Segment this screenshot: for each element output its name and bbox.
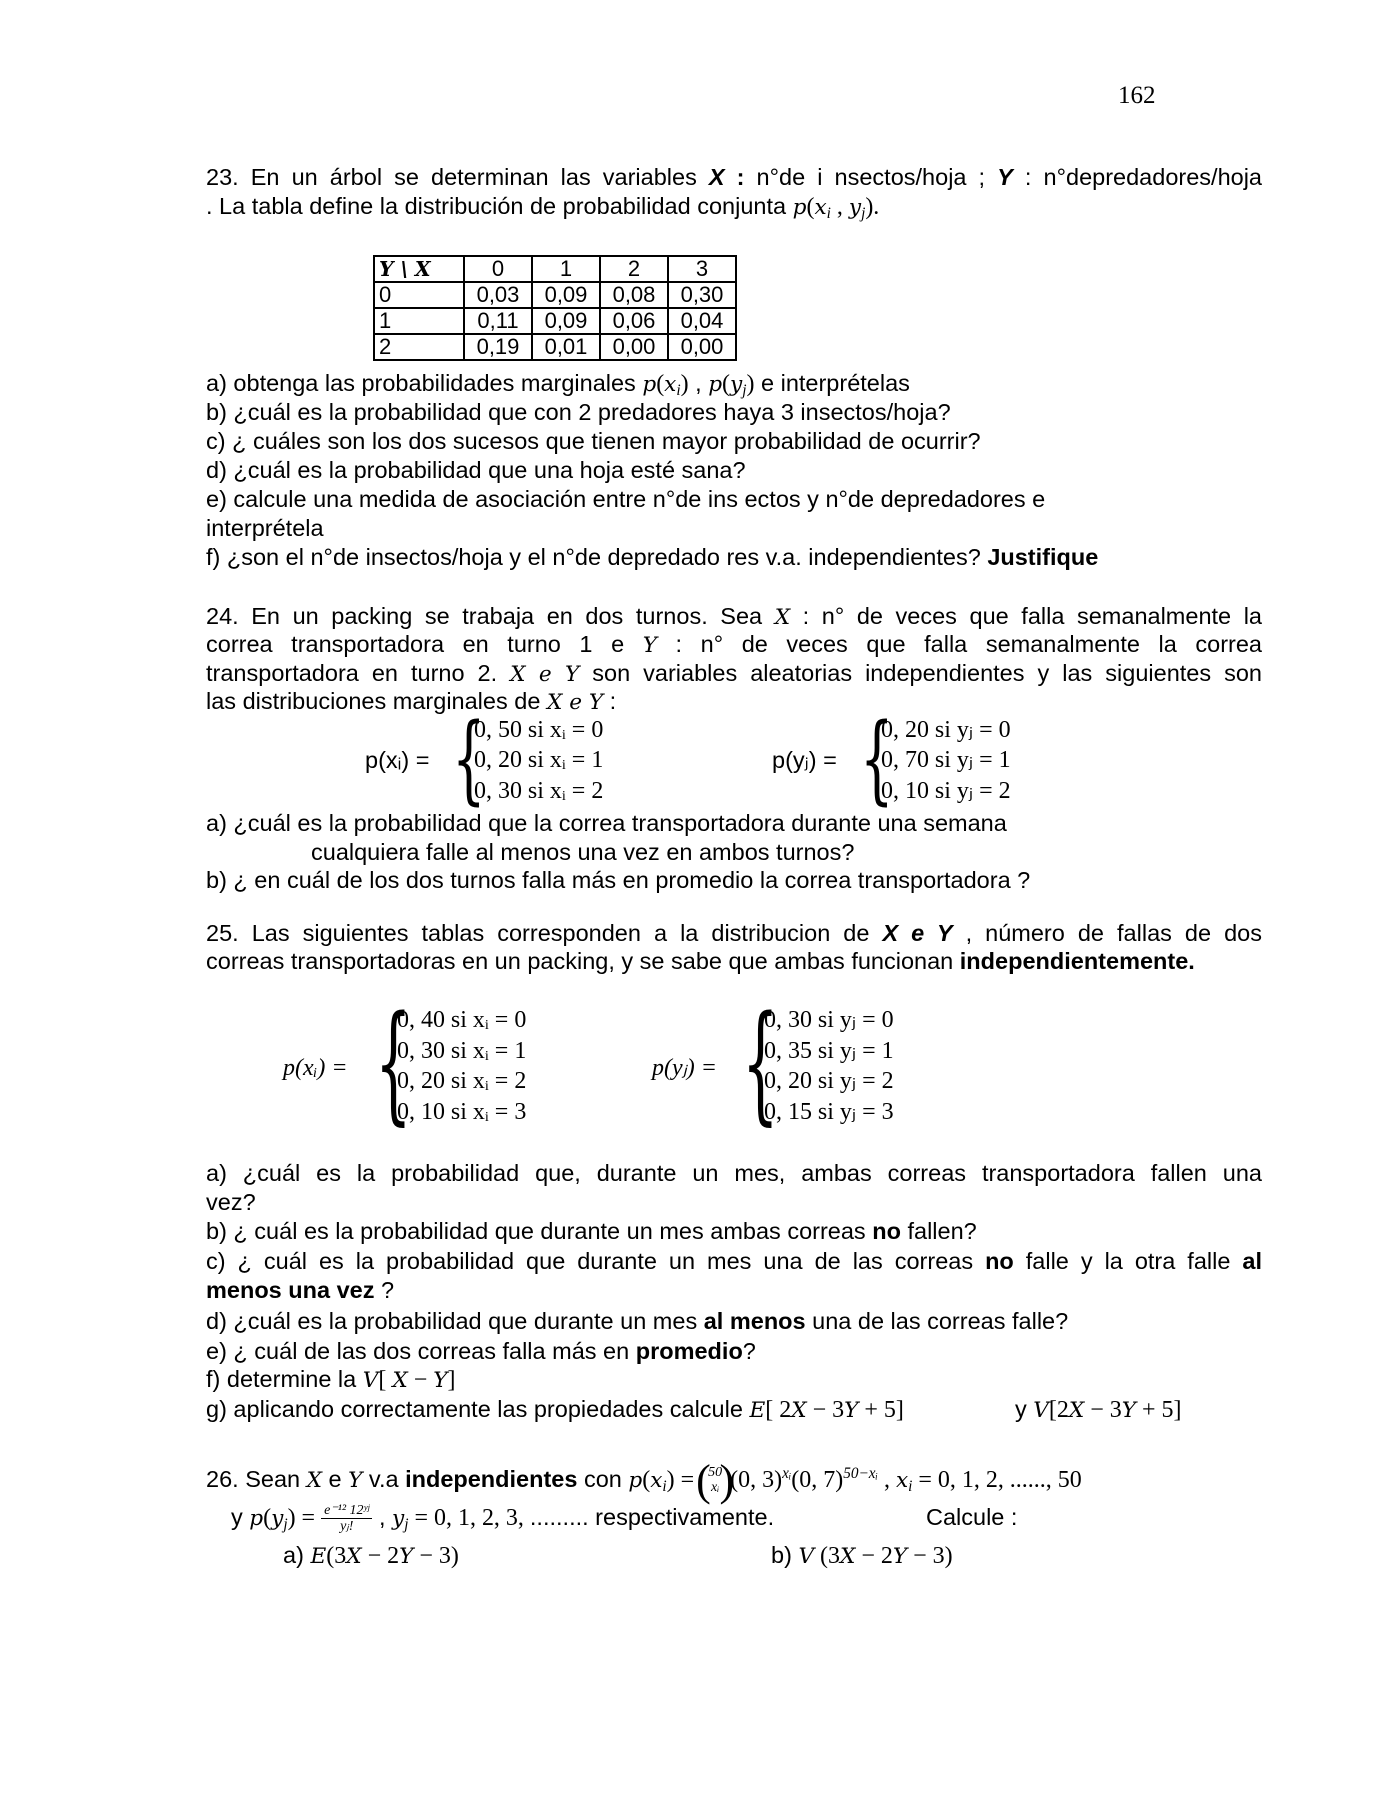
case-row: 0, 40 si xᵢ = 0 [397,1007,527,1033]
math-run: Y [844,1398,859,1423]
q23-item-c [206,427,981,455]
q25-item-a [206,1159,1262,1187]
text-run: , [688,370,709,396]
text-run: menos una vez [206,1277,375,1303]
math-run: [2 [1048,1397,1069,1423]
text-run: correas transportadoras en un packing, y se sabe que ambas funcionan [206,948,960,974]
q26-pmf-y [372,1504,775,1533]
math-run: Y [348,1468,363,1494]
text-run: X e Y [882,920,953,946]
math-run: X [774,605,791,630]
math-run: X [346,1544,362,1569]
q24-line [206,687,616,715]
case-row: 0, 20 si xᵢ = 2 [397,1068,527,1094]
text-run: una de las correas falle? [805,1308,1069,1334]
text-run: b) ¿ cuál es la probabilidad que durante un mes ambas correas [206,1218,873,1244]
text-run: con [577,1466,629,1493]
q25-item-b [206,1217,977,1245]
text-run: : n° de veces que falla semanalmente la correa [656,631,1262,657]
q23-item-e-cont [206,514,324,542]
math-run: y [392,1506,405,1531]
q24-line [206,630,1262,658]
math-run: x [664,372,677,397]
text-run: : n°depredadores/hoja [1012,164,1262,190]
q26-intro [206,1466,701,1495]
text-run: 23. En un árbol se determinan las variables [206,164,709,190]
math-run: = 0, 1, 2, ......, 50 [912,1467,1082,1494]
math-run: V [798,1544,815,1569]
q24-item-b [206,866,1030,894]
table-header-row [374,256,736,282]
q26-py-label [231,1504,322,1533]
math-run: x [895,1468,909,1494]
q25-item-c-cont [206,1276,394,1304]
math-run: x [650,1468,663,1494]
math-run: j [742,381,747,399]
text-run: transportadora en turno 2. [206,660,511,686]
case-row: 0, 70 si yⱼ = 1 [881,747,1011,773]
math-run: , [830,194,849,220]
q25-item-c [206,1247,1262,1275]
math-run: ) [680,371,689,397]
text-run: . La tabla define la distribución de probabilidad conjunta [206,193,793,219]
q26-line-1 [206,1455,1082,1505]
text-run: f) determine la [206,1366,363,1392]
math-run: = 0, 1, 2, 3, [408,1505,530,1531]
math-run: ( [806,194,815,220]
math-run: Y [892,1544,908,1569]
math-run: y [848,195,862,220]
px-label: p(xᵢ) = [283,1055,348,1081]
case-row: 0, 35 si yⱼ = 1 [764,1038,894,1064]
math-run: (3 [326,1543,347,1569]
text-run: al menos [703,1308,806,1334]
math-run: ) [746,371,755,397]
text-run: a) ¿cuál es la probabilidad que la correa transportadora durante una semana [206,810,1007,836]
right-paren: ) [719,1455,735,1505]
text-run: a) obtenga las probabilidades marginales [206,370,643,396]
q25-item-d [206,1307,1068,1335]
table-cell: 0,00 [600,334,668,360]
fraction-numerator: e⁻¹² 12ʸʲ [321,1503,372,1519]
text-run: g) aplicando correctamente las propiedades calcule [206,1396,750,1422]
math-run: ( [722,371,731,397]
math-run: Y [399,1544,414,1569]
math-run: X [306,1468,322,1494]
text-run: 24. En un packing se trabaja en dos turnos. Sea [206,603,775,629]
math-run: (0, 3) [730,1467,783,1494]
math-run: j [283,1515,288,1533]
table-header-cell: 1 [532,256,600,282]
text-run: ? [374,1277,395,1303]
q26-item-a [283,1541,459,1569]
table-cell: 0,30 [668,282,736,308]
q23-item-d [206,456,746,484]
text-run: c) ¿ cuál es la probabilidad que durante un mes una de las correas [206,1248,986,1274]
py-label: p(yⱼ) = [652,1055,717,1081]
math-run: X e Y [510,662,580,687]
case-row: 0, 15 si yⱼ = 3 [764,1099,894,1125]
table-cell: 0,19 [464,334,532,360]
text-run: c) ¿ cuáles son los dos sucesos que tienen mayor probabilidad de ocurrir? [206,428,981,454]
text-run: las distribuciones marginales de [206,688,547,714]
math-run: Y [642,633,657,658]
text-run: , [372,1504,393,1530]
q26-calcule: Calcule : [926,1504,1018,1530]
px-label: p(xᵢ) = [365,747,430,773]
math-run: X [791,1398,807,1423]
case-row: 0, 20 si yⱼ = 0 [881,717,1011,743]
text-run: cualquiera falle al menos una vez en ambos turnos? [311,839,855,865]
q25-item-g [206,1395,904,1423]
case-row: 0, 20 si yⱼ = 2 [764,1068,894,1094]
left-brace-icon: { [742,989,779,1138]
math-run: , [877,1467,896,1494]
math-run: ) = [287,1505,322,1531]
math-run: j [861,204,866,222]
math-run: − 3) [413,1543,459,1569]
left-paren: ( [696,1455,711,1505]
text-run: falle y la otra falle [1013,1248,1243,1274]
text-run: d) ¿cuál es la probabilidad que durante un mes [206,1308,704,1334]
text-run: y [231,1504,250,1530]
text-run: b) ¿ en cuál de los dos turnos falla más en promedio la correa transportadora ? [206,867,1031,893]
q23-item-f [206,543,1098,571]
math-run: X [1068,1398,1085,1423]
math-run: − 3 [806,1397,845,1423]
text-run: X [708,164,725,190]
math-run: V [362,1368,379,1393]
text-run: , número de fallas de dos [952,920,1262,946]
left-brace-icon: { [375,989,412,1138]
text-run: 25. Las siguientes tablas corresponden a la distribucion de [206,920,883,946]
table-cell: 0,03 [464,282,532,308]
case-row: 0, 50 si xᵢ = 0 [474,717,604,743]
text-run: interprétela [206,515,324,541]
left-brace-icon: { [452,703,486,815]
q23-line [206,163,1262,191]
math-run: (3 [814,1543,841,1569]
q25-item-f [206,1365,455,1393]
math-run: Y [433,1368,448,1393]
q26-item-b [771,1541,953,1569]
q25-line [206,919,1262,947]
math-run: i [676,381,681,399]
py-label: p(yⱼ) = [772,747,837,773]
text-run: y [1015,1396,1034,1422]
math-run: i [908,1477,913,1495]
q24-line [206,659,1262,687]
table-cell: 0,00 [668,334,736,360]
math-run: (0, 7) [791,1467,844,1494]
math-run: ). [865,194,880,220]
math-run: − 3 [1084,1397,1122,1423]
table-cell: 2 [374,334,464,360]
math-run: Y [1121,1398,1137,1423]
text-run: n°de i nsectos/hoja ; [744,164,998,190]
math-run: [ [378,1367,393,1393]
text-run: e interprételas [754,370,910,396]
table-cell: 1 [374,308,464,334]
math-run: ( [656,371,665,397]
math-run: X [840,1544,856,1569]
table-header-cell: 3 [668,256,736,282]
text-run: e) calcule una medida de asociación entre n°de ins ectos y n°de depredadores e [206,486,1046,512]
math-run: − 3) [907,1543,953,1569]
table-cell: 0,11 [464,308,532,334]
q25-item-e [206,1337,756,1365]
q24-line [206,602,1262,630]
math-run: E [310,1544,327,1569]
math-run: E [749,1398,766,1423]
text-run: independientemente. [959,948,1195,974]
text-run: Y [997,164,1013,190]
table-header-cell: Y \ X [374,256,464,282]
text-run: e) ¿ cuál de las dos correas falla más en [206,1338,636,1364]
table-cell: 0,06 [600,308,668,334]
text-run: : [603,688,617,714]
page-number: 162 [1118,82,1156,109]
math-run: ( [263,1505,272,1531]
q23-item-a [206,369,910,397]
binom-top: 50 [708,1464,723,1480]
q23-item-b [206,398,951,426]
math-run: y [271,1506,284,1531]
text-run: al [1242,1248,1263,1274]
q24-item-a-cont [311,838,854,866]
case-row: 0, 30 si yⱼ = 0 [764,1007,894,1033]
math-run: p [249,1506,264,1531]
q25-line [206,947,1195,975]
math-run: − 2 [855,1543,893,1569]
math-run: X [392,1368,408,1393]
q23-line [206,192,879,220]
q26-line-2 [231,1503,775,1535]
table-header-cell: 0 [464,256,532,282]
text-run: no [985,1248,1014,1274]
q25-item-g-variance [1015,1395,1181,1423]
math-run: ] [447,1367,456,1393]
q26-pmf-x [730,1465,1082,1495]
math-run: − [407,1367,434,1393]
table-cell: 0,09 [532,308,600,334]
text-run: : n° de veces que falla semanalmente la [790,603,1262,629]
table-header-cell: 2 [600,256,668,282]
text-run: no [872,1218,901,1244]
math-run: [ 2 [765,1397,792,1423]
math-run: y [730,372,743,397]
table-cell: 0,01 [532,334,600,360]
text-run: correa transportadora en turno 1 e [206,631,643,657]
math-run: p [708,372,723,397]
table-cell: 0 [374,282,464,308]
text-run: fallen? [900,1218,977,1244]
q23-item-e [206,485,1045,513]
q25-item-a-cont [206,1188,256,1216]
table-row [374,334,736,360]
text-run: b) ¿cuál es la probabilidad que con 2 predadores haya 3 insectos/hoja? [206,399,951,425]
case-row: 0, 30 si xᵢ = 1 [397,1038,527,1064]
text-run: d) ¿cuál es la probabilidad que una hoja esté sana? [206,457,746,483]
math-run: + 5] [858,1397,904,1423]
joint-probability-table [373,255,737,361]
math-run: − 2 [361,1543,400,1569]
text-run: Justifique [987,544,1099,570]
math-run: X e Y [546,690,604,715]
table-row [374,282,736,308]
math-run: ) = [666,1467,701,1494]
text-run: promedio [635,1338,743,1364]
math-run: 50−xᵢ [843,1465,878,1482]
text-run: e [322,1466,349,1493]
table-cell: 0,08 [600,282,668,308]
math-run: xᵢ [782,1465,792,1482]
math-run: i [662,1477,667,1495]
text-run: independientes [405,1466,578,1493]
case-row: 0, 30 si xᵢ = 2 [474,778,604,804]
text-run: a) ¿cuál es la probabilidad que, durante un mes, ambas correas transportadora fallen una [206,1160,1262,1186]
text-run: a) [283,1542,311,1568]
math-run: + 5] [1136,1397,1182,1423]
math-run: i [826,204,831,222]
text-run: vez? [206,1189,256,1215]
text-run: : [724,164,745,190]
math-run: p [628,1468,643,1494]
math-run: ( [642,1467,651,1494]
text-run: b) [771,1542,799,1568]
math-run: x [814,195,827,220]
math-run: p [642,372,657,397]
table-cell: 0,09 [532,282,600,308]
case-row: 0, 10 si xᵢ = 3 [397,1099,527,1125]
text-run: 26. Sean [206,1466,307,1493]
q24-item-a [206,809,1007,837]
case-row: 0, 10 si yⱼ = 2 [881,778,1011,804]
fraction-denominator: yⱼ! [340,1519,354,1535]
case-row: 0, 20 si xᵢ = 1 [474,747,604,773]
binom-bottom: xᵢ [710,1479,720,1495]
math-run: V [1033,1398,1049,1423]
fraction [321,1503,372,1534]
left-brace-icon: { [860,703,894,815]
text-run: son variables aleatorias independientes y las siguientes son [579,660,1262,686]
table-cell: 0,04 [668,308,736,334]
binomial-coefficient [696,1455,735,1505]
math-run: p [792,195,807,220]
table-row [374,308,736,334]
text-run: f) ¿son el n°de insectos/hoja y el n°de depredado res v.a. independientes? [206,544,988,570]
text-run: v.a [362,1466,406,1493]
text-run: ? [742,1338,756,1364]
text-run: ......... respectivamente. [529,1504,775,1530]
math-run: j [404,1515,409,1533]
